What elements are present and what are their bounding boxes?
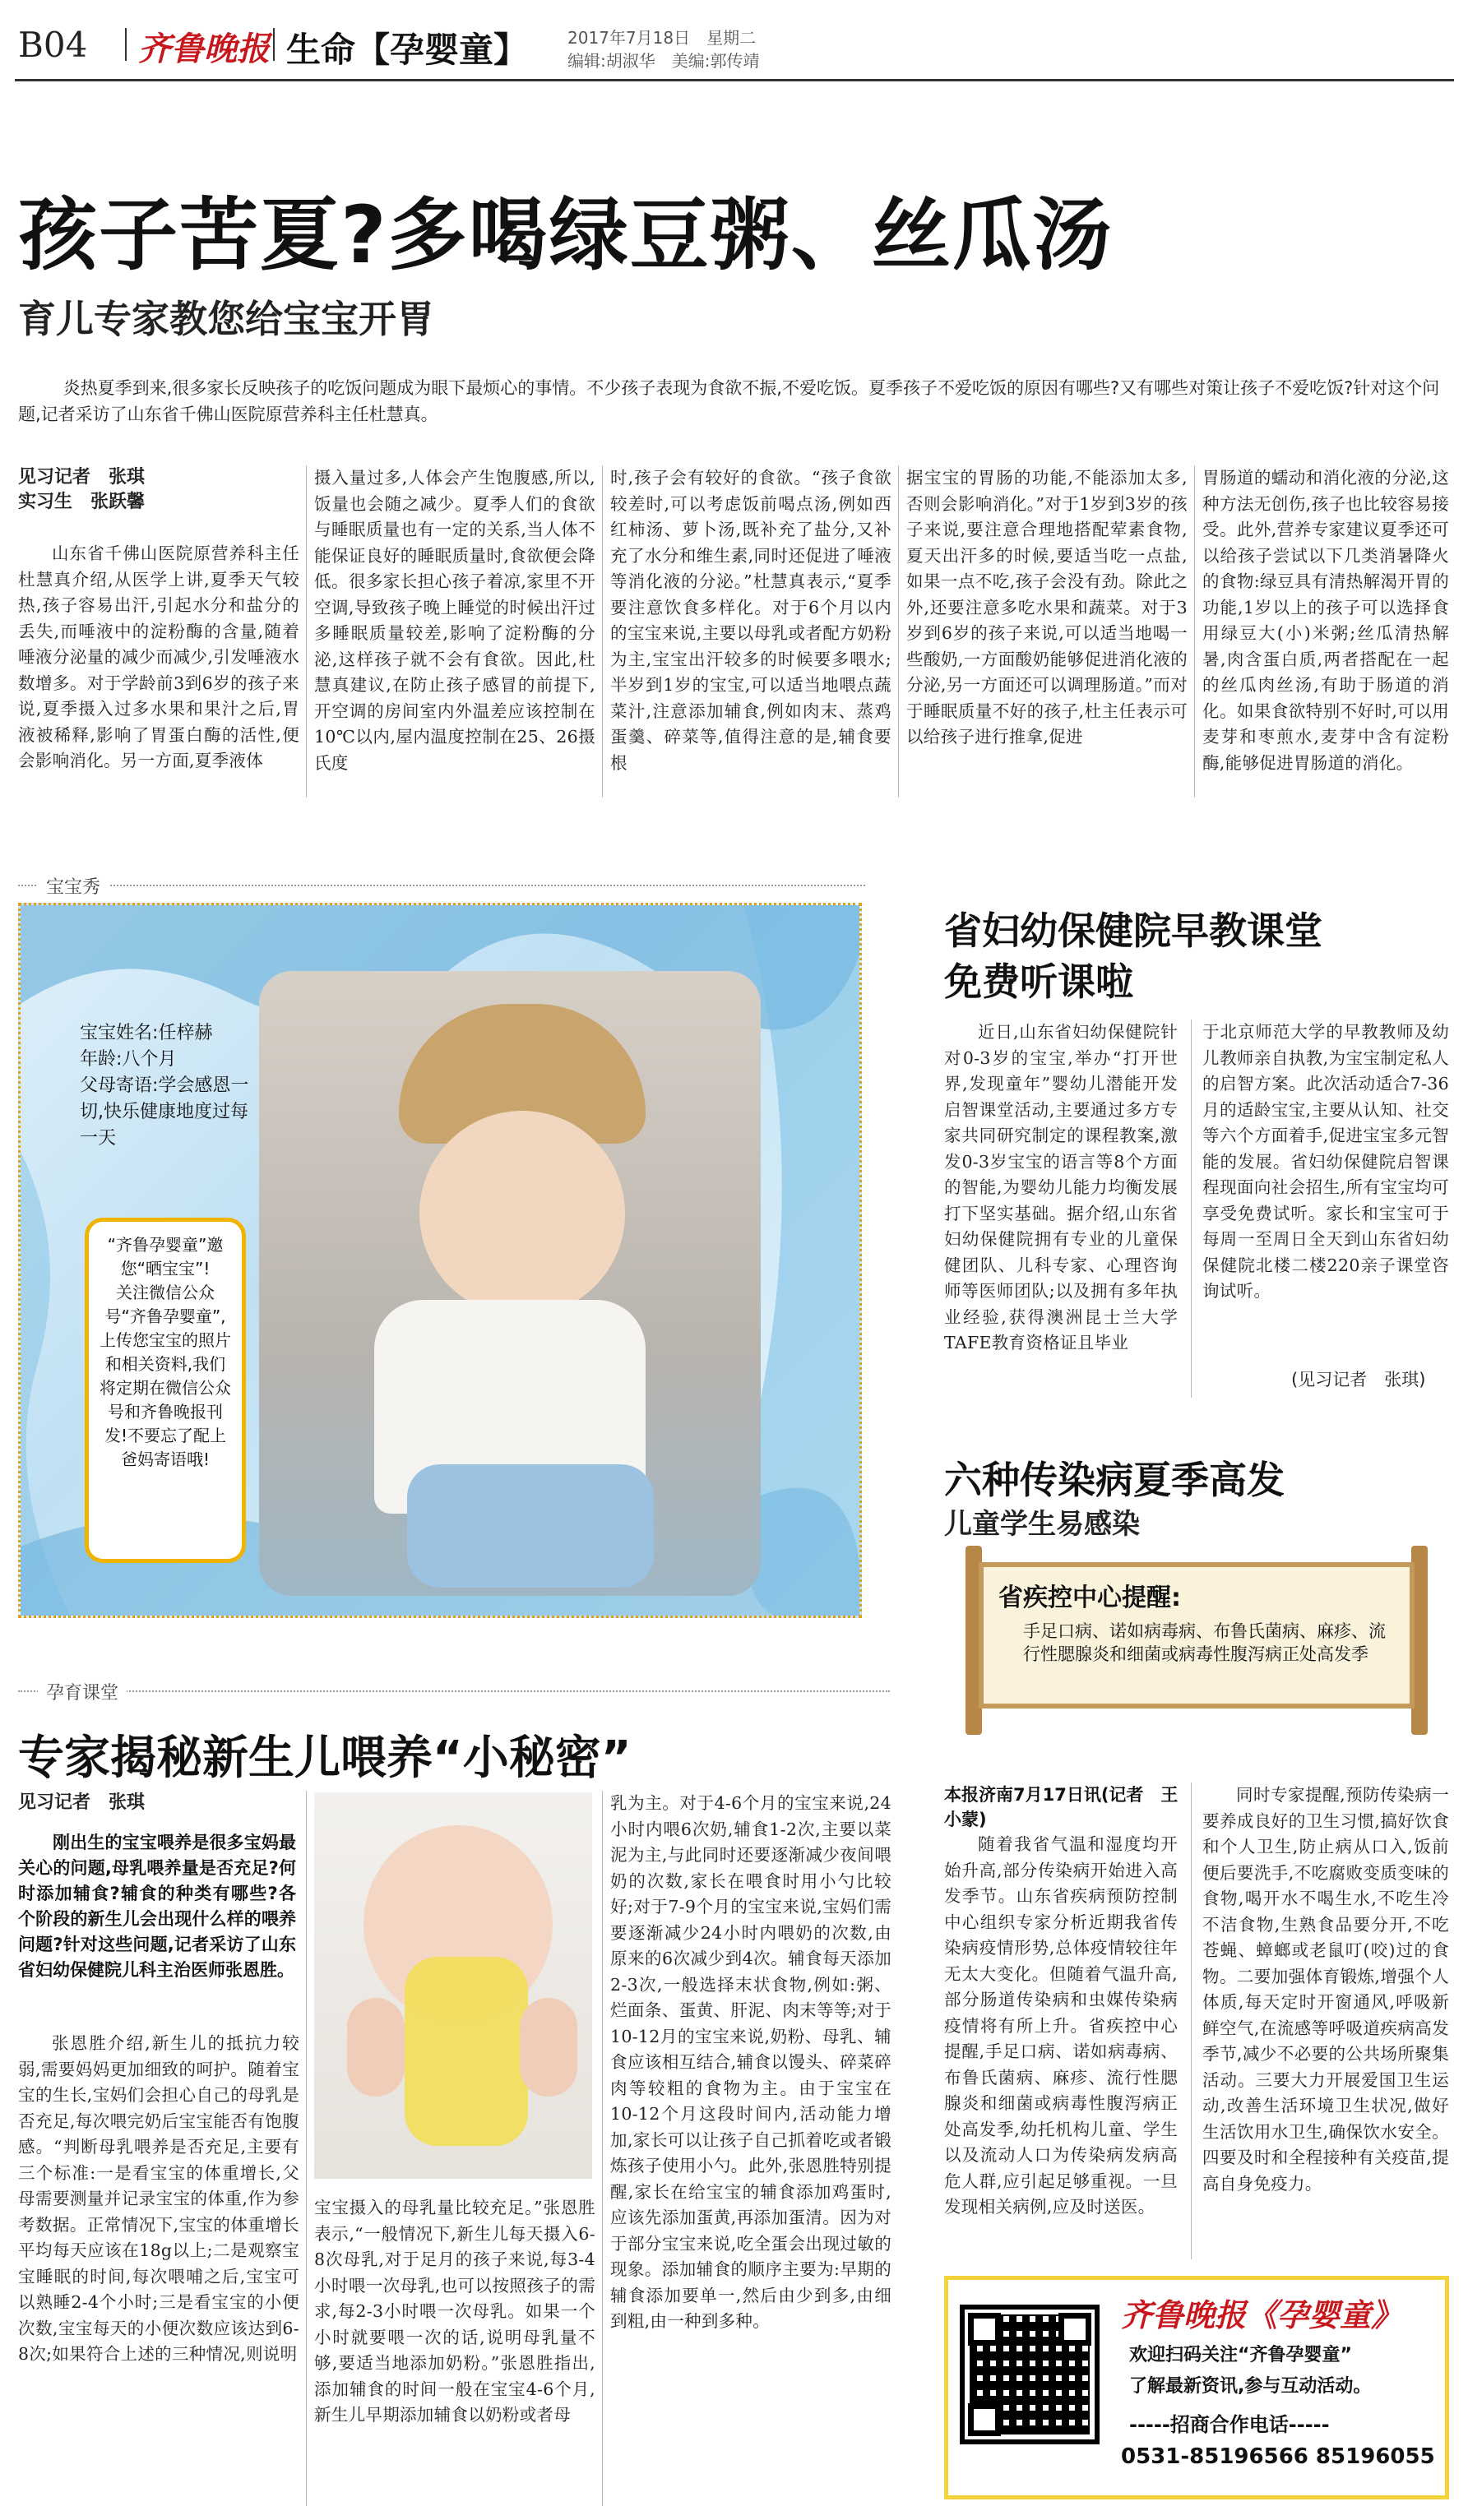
column-text: 时,孩子会有较好的食欲。“孩子食欲较差时,可以考虑饭前喝点汤,例如西红柿汤、萝卜汤,既补充了盐分,又补充了水分和维生素,同时还促进了唾液等消化液的分泌。”杜慧真表示,“夏季要注意饮食多样化。对于6个月以内的宝宝来说,主要以母乳或者配方奶粉为主,宝宝出汗较多的时候要多喂水;半岁到1岁的宝宝,可以适当地喂点蔬菜汁,注意添加辅食,例如肉末、蒸鸡蛋羹、碎菜等,值得注意的是,辅食要根 xyxy=(610,468,891,773)
baby-photo-frame xyxy=(18,903,862,1618)
column-rule xyxy=(602,465,603,798)
qr-code xyxy=(960,2305,1100,2444)
masthead xyxy=(0,0,1468,79)
main-column-4 xyxy=(906,465,1188,798)
editors: 编辑:胡淑华 美编:郭传靖 xyxy=(567,51,760,71)
main-column-3 xyxy=(610,465,891,798)
qr-finder xyxy=(1058,2313,1091,2346)
feeding-byline: 见习记者 张琪 xyxy=(18,1792,146,1813)
early-edu-column-2 xyxy=(1202,1020,1449,1365)
column-text: 张恩胜介绍,新生儿的抵抗力较弱,需要妈妈更加细致的呵护。随着宝宝的生长,宝妈们会担心自己的母乳是否充足,每次喂完奶后宝宝能否有饱腹感。“判断母乳喂养是否充足,主要有三个标准:一是看宝宝的体重增长,父母需要测量并记录宝宝的体重,作为参考数据。正常情况下,宝宝的体重增长平均每天应该在18g以上;二是观察宝宝睡眠的时间,每次喂哺之后,宝宝可以熟睡2-4个小时;三是看宝宝的小便次数,宝宝每天的小便次数应该达到6-8次;如果符合上述的三种情况,则说明 xyxy=(18,2033,299,2364)
column-text: 于北京师范大学的早教教师及幼儿教师亲自执教,为宝宝制定私人的启智方案。此次活动适合7-36月的适龄宝宝,主要从认知、社交等六个方面着手,促进宝宝多元智能的发展。省妇幼保健院启智课程现面向社会招生,所有宝宝均可享受免费试听。家长和宝宝可于每周一至周日全天到山东省妇幼保健院北楼二楼220亲子课堂咨询试听。 xyxy=(1202,1022,1449,1301)
byline-intern: 实习生 张跃馨 xyxy=(18,492,146,512)
baby-photo xyxy=(259,971,761,1596)
byline-reporter: 见习记者 张琪 xyxy=(18,467,146,488)
column-text: 摄入量过多,人体会产生饱腹感,所以,饭量也会随之减少。夏季人们的食欲与睡眠质量也有一定的关系,当人体不能保证良好的睡眠质量时,食欲便会降低。很多家长担心孩子着凉,家里不开空调,导致孩子晚上睡觉的时候出汗过多睡眠质量较差,影响了淀粉酶的分泌,这样孩子就不会有食欲。因此,杜慧真建议,在防止孩子感冒的前提下,开空调的房间室内外温差应该控制在10℃以内,屋内温度控制在25、26摄氏度 xyxy=(314,468,595,773)
early-edu-headline-2: 免费听课啦 xyxy=(944,959,1133,1004)
ad-phones: 0531-85196566 85196055 xyxy=(1121,2444,1435,2469)
column-text: 山东省千佛山医院原营养科主任杜慧真介绍,从医学上讲,夏季天气较热,孩子容易出汗,引起水分和盐分的丢失,而唾液中的淀粉酶的含量,随着唾液分泌量的减少而减少,引发唾液水数增多。对于学龄前3到6岁的孩子来说,夏季摄入过多水果和果汁之后,胃液被稀释,影响了胃蛋白酶的活性,便会影响消化。另一方面,夏季液体 xyxy=(18,543,299,770)
paper-name: 齐鲁晚报 xyxy=(138,30,270,68)
column-text: 据宝宝的胃肠的功能,不能添加太多,否则会影响消化。”对于1岁到3岁的孩子来说,要注意合理地搭配荤素食物,夏天出汗多的时候,要适当吃一点盐,如果一点不吃,孩子会没有劲。除此之外,还要注意多吃水果和蔬菜。对于3岁到6岁的孩子来说,可以适当地喝一些酸奶,一方面酸奶能够促进消化液的分泌,另一方面还可以调理肠道。”而对于睡眠质量不好的孩子,杜主任表示可以给孩子进行推拿,促进 xyxy=(906,468,1188,747)
sign-title: 省疾控中心提醒: xyxy=(998,1584,1181,1612)
feeding-column-3 xyxy=(610,1791,891,2508)
hand-shape xyxy=(520,1998,577,2097)
ad-line-2: 了解最新资讯,参与互动活动。 xyxy=(1129,2376,1372,2397)
column-rule xyxy=(306,1791,307,2506)
sign-text: 手足口病、诺如病毒病、布鲁氏菌病、麻疹、流行性腮腺炎和细菌或病毒性腹泻病正处高发季 xyxy=(1023,1621,1386,1664)
column-rule xyxy=(898,465,899,798)
column-text: 乳为主。对于4-6个月的宝宝来说,24小时内喂6次奶,辅食1-2次,主要以菜泥为主,与此同时还要逐渐减少夜间喂奶的次数,家长在喂食时用小勺比较好;对于7-9个月的宝宝来说,宝妈们需要逐渐减少24小时内喂奶的次数,由原来的6次减少到4次。辅食每天添加2-3次,一般选择末状食物,例如:粥、烂面条、蛋黄、肝泥、肉末等等;对于10-12月的宝宝来说,奶粉、母乳、辅食应该相互结合,辅食以馒头、碎菜碎肉等较粗的食物为主。由于宝宝在10-12个月这段时间内,活动能力增加,家长可以让孩子自己抓着吃或者锻炼孩子使用小勺。此外,张恩胜特别提醒,家长在给宝宝的辅食添加鸡蛋时,应该先添加蛋黄,再添加蛋清。因为对于部分宝宝来说,吃全蛋会出现过敏的现象。添加辅食的顺序主要为:早期的辅食添加要单一,然后由少到多,由细到粗,由一种到多种。 xyxy=(610,1793,891,2331)
column-text: 近日,山东省妇幼保健院针对0-3岁的宝宝,举办“打开世界,发现童年”婴幼儿潜能开发启智课堂活动,主要通过多方专家共同研究制定的课程教案,激发0-3岁宝宝的语言等8个方面的智能,为婴幼儿能力均衡发展打下坚实基础。据介绍,山东省妇幼保健院拥有专业的儿童保健团队、儿科专家、心理咨询师等医师团队;以及拥有多年执业经验,获得澳洲昆士兰大学TAFE教育资格证且毕业 xyxy=(944,1022,1178,1352)
section-rule xyxy=(18,885,865,886)
baby-show-notice-box xyxy=(85,1218,246,1563)
ad-line-1: 欢迎扫码关注“齐鲁孕婴童” xyxy=(1129,2345,1352,2365)
main-byline xyxy=(18,465,298,515)
hand-shape xyxy=(347,1998,405,2097)
sign-board xyxy=(979,1562,1415,1709)
disease-byline: 本报济南7月17日讯(记者 王小蒙) xyxy=(944,1785,1179,1829)
disease-column-1 xyxy=(944,1832,1178,2259)
section-rule xyxy=(18,1690,890,1692)
main-headline: 孩子苦夏?多喝绿豆粥、丝瓜汤 xyxy=(18,189,1114,281)
page-number: B04 xyxy=(18,25,88,65)
column-rule xyxy=(1191,1020,1192,1398)
issue-date: 2017年7月18日 星期二 xyxy=(567,28,757,48)
main-column-2 xyxy=(314,465,595,798)
column-text: 同时专家提醒,预防传染病一要养成良好的卫生习惯,搞好饮食和个人卫生,防止病从口入,饭前便后要洗手,不吃腐败变质变味的食物,喝开水不喝生水,不吃生冷不洁食物,生熟食品要分开,不吃苍蝇、蟑螂或老鼠叮(咬)过的食物。二要加强体育锻炼,增强个人体质,每天定时开窗通风,呼吸新鲜空气,在流感等呼吸道疾病高发季节,减少不必要的公共场所聚集活动。三要大力开展爱国卫生运动,改善生活环境卫生状况,做好生活饮用水卫生,确保饮水安全。四要及时和全程接种有关疫苗,提高自身免疫力。 xyxy=(1202,1785,1449,2194)
main-column-1 xyxy=(18,541,299,798)
divider xyxy=(125,28,127,61)
masthead-rule xyxy=(15,79,1454,81)
early-edu-headline-1: 省妇幼保健院早教课堂 xyxy=(944,909,1322,953)
column-rule xyxy=(1191,1782,1192,2259)
face-shape xyxy=(419,1111,625,1316)
ad-box xyxy=(944,2276,1449,2499)
disease-headline-1: 六种传染病夏季高发 xyxy=(944,1458,1285,1502)
feeding-lead: 刚出生的宝宝喂养是很多宝妈最关心的问题,母乳喂养量是否充足?何时添加辅食?辅食的种类有哪些?各个阶段的新生儿会出现什么样的喂养问题?针对这些问题,记者采访了山东省妇幼保健院儿科主治医师张恩胜。 xyxy=(18,1833,296,1980)
main-column-5 xyxy=(1202,465,1449,798)
column-rule xyxy=(306,465,307,798)
main-lead: 炎热夏季到来,很多家长反映孩子的吃饭问题成为眼下最烦心的事情。不少孩子表现为食欲不振,不爱吃饭。夏季孩子不爱吃饭的原因有哪些?又有哪些对策让孩子不爱吃饭?针对这个问题,记者采访了山东省千佛山医院原营养科主任杜慧真。 xyxy=(18,378,1440,424)
feeding-column-2 xyxy=(314,2195,595,2508)
column-text: 宝宝摄入的母乳量比较充足。”张恩胜表示,“一般情况下,新生儿每天摄入6-8次母乳,对于足月的孩子来说,每3-4小时喂一次母乳,也可以按照孩子的需求,每2-3小时喂一次母乳。如果一个小时就要喂一次的话,说明母乳量不够,要适当地添加奶粉。”张恩胜指出,添加辅食的时间一般在宝宝4-6个月,新生儿早期添加辅食以奶粉或者母 xyxy=(314,2198,595,2425)
shorts-shape xyxy=(407,1464,654,1588)
early-edu-column-1 xyxy=(944,1020,1178,1389)
feeding-headline: 专家揭秘新生儿喂养“小秘密” xyxy=(18,1732,632,1785)
qr-finder xyxy=(968,2403,1001,2436)
column-rule xyxy=(1194,465,1195,798)
baby-info: 宝宝姓名:任梓赫 年龄:八个月 父母寄语:学会感恩一切,快乐健康地度过每一天 xyxy=(80,1023,249,1149)
column-text: 胃肠道的蠕动和消化液的分泌,这种方法无创伤,孩子也比较容易接受。此外,营养专家建议夏季还可以给孩子尝试以下几类消暑降火的食物:绿豆具有清热解渴开胃的功能,1岁以上的孩子可以选择食用绿豆大(小)米粥;丝瓜清热解暑,肉含蛋白质,两者搭配在一起的丝瓜肉丝汤,有助于肠道的消化。如果食欲特别不好时,可以用麦芽和枣煎水,麦芽中含有淀粉酶,能够促进胃肠道的消化。 xyxy=(1202,468,1449,773)
bottle-shape xyxy=(405,1957,528,2146)
ad-brand: 齐鲁晚报《孕婴童》 xyxy=(1121,2297,1403,2333)
section-name: 生命【孕婴童】 xyxy=(286,30,529,70)
disease-headline-2: 儿童学生易感染 xyxy=(944,1508,1140,1541)
column-text: 随着我省气温和湿度均开始升高,部分传染病开始进入高发季节。山东省疾病预防控制中心组织专家分析近期我省传染病疫情形势,总体疫情较往年无太大变化。但随着气温升高,部分肠道传染病和虫媒传染病疫情将有所上升。省疾控中心提醒,手足口病、诺如病毒病、布鲁氏菌病、麻疹、流行性腮腺炎和细菌或病毒性腹泻病正处高发季,幼托机构儿童、学生以及流动人口为传染病发病高危人群,应引起足够重视。一旦发现相关病例,应及时送医。 xyxy=(944,1834,1178,2217)
warning-sign xyxy=(962,1546,1431,1735)
baby-show-notice: “齐鲁孕婴童”邀您“晒宝宝”! 关注微信公众号“齐鲁孕婴童”,上传您宝宝的照片和相关资料,我们将定期在微信公众号和齐鲁晚报刊发!不要忘了配上爸妈寄语哦! xyxy=(100,1235,231,1469)
qr-finder xyxy=(968,2313,1001,2346)
main-subhead: 育儿专家教您给宝宝开胃 xyxy=(18,297,434,341)
feeding-photo xyxy=(314,1792,592,2179)
divider xyxy=(273,28,275,61)
section-tag-baby-show: 宝宝秀 xyxy=(38,873,109,899)
column-rule xyxy=(602,1791,603,2506)
feeding-column-1 xyxy=(18,2031,299,2508)
early-edu-byline: (见习记者 张琪) xyxy=(1291,1370,1426,1389)
ad-line-3: -----招商合作电话----- xyxy=(1129,2413,1330,2436)
disease-column-2 xyxy=(1202,1782,1449,2259)
section-tag-feeding: 孕育课堂 xyxy=(38,1679,127,1704)
